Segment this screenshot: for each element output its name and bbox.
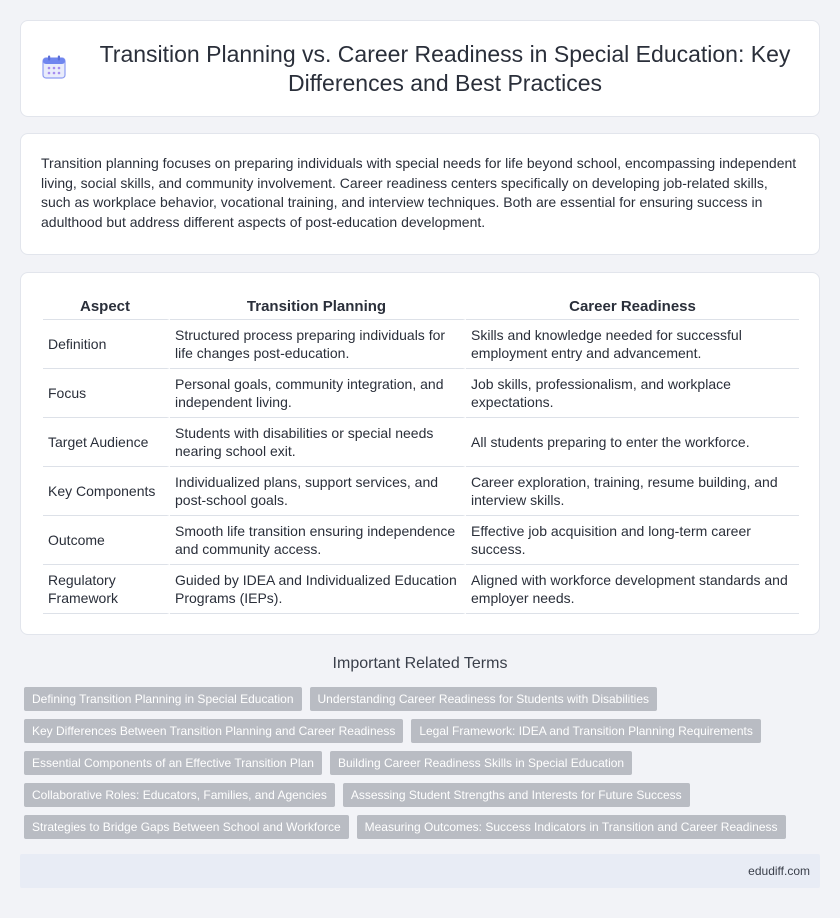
aspect-cell: Outcome (43, 516, 170, 565)
related-terms-list (24, 687, 824, 839)
header-aspect: Aspect (43, 295, 170, 320)
related-term-tag[interactable]: Building Career Readiness Skills in Special Education (330, 751, 632, 775)
transition-cell: Structured process preparing individuals for life changes post-education. (170, 320, 466, 369)
table-header-row (43, 295, 799, 320)
career-cell: Career exploration, training, resume building, and interview skills. (466, 467, 799, 516)
intro-card (20, 133, 820, 255)
table-row (43, 467, 799, 516)
footer (20, 854, 820, 888)
transition-cell: Personal goals, community integration, and independent living. (170, 369, 466, 418)
aspect-cell: Focus (43, 369, 170, 418)
aspect-cell: Key Components (43, 467, 170, 516)
table-row (43, 565, 799, 614)
related-term-tag[interactable]: Understanding Career Readiness for Students with Disabilities (310, 687, 658, 711)
transition-cell: Students with disabilities or special needs nearing school exit. (170, 418, 466, 467)
comparison-table-card (20, 272, 820, 635)
transition-cell: Smooth life transition ensuring independence and community access. (170, 516, 466, 565)
related-term-tag[interactable]: Strategies to Bridge Gaps Between School and Workforce (24, 815, 349, 839)
career-cell: All students preparing to enter the workforce. (466, 418, 799, 467)
table-row (43, 418, 799, 467)
header-career-readiness: Career Readiness (466, 295, 799, 320)
table-row (43, 516, 799, 565)
page-title: Transition Planning vs. Career Readiness in Special Education: Key Differences and Best Practices (99, 40, 791, 96)
intro-paragraph: Transition planning focuses on preparing individuals with special needs for life beyond school, encompassing independent living, social skills, and community involvement. Career readiness centers specifically on developing job-related skills, such as workplace behavior, vocational training, and interview techniques. Both are essential for ensuring success in adulthood but address different aspects of post-education development. (41, 155, 797, 230)
career-cell: Aligned with workforce development standards and employer needs. (466, 565, 799, 614)
comparison-table (43, 295, 799, 614)
aspect-cell: Definition (43, 320, 170, 369)
related-term-tag[interactable]: Defining Transition Planning in Special Education (24, 687, 302, 711)
related-term-tag[interactable]: Assessing Student Strengths and Interests for Future Success (343, 783, 690, 807)
related-term-tag[interactable]: Legal Framework: IDEA and Transition Planning Requirements (411, 719, 761, 743)
footer-site-link[interactable]: edudiff.com (748, 864, 810, 878)
header-card (20, 20, 820, 117)
transition-cell: Guided by IDEA and Individualized Education Programs (IEPs). (170, 565, 466, 614)
transition-cell: Individualized plans, support services, and post-school goals. (170, 467, 466, 516)
related-term-tag[interactable]: Essential Components of an Effective Transition Plan (24, 751, 322, 775)
aspect-cell: Regulatory Framework (43, 565, 170, 614)
related-terms-heading: Important Related Terms (332, 655, 508, 672)
aspect-cell: Target Audience (43, 418, 170, 467)
table-row (43, 320, 799, 369)
related-term-tag[interactable]: Collaborative Roles: Educators, Families, and Agencies (24, 783, 335, 807)
calendar-icon (41, 54, 67, 80)
career-cell: Job skills, professionalism, and workplace expectations. (466, 369, 799, 418)
table-row (43, 369, 799, 418)
career-cell: Skills and knowledge needed for successful employment entry and advancement. (466, 320, 799, 369)
career-cell: Effective job acquisition and long-term career success. (466, 516, 799, 565)
header-transition-planning: Transition Planning (170, 295, 466, 320)
related-term-tag[interactable]: Key Differences Between Transition Planning and Career Readiness (24, 719, 403, 743)
related-term-tag[interactable]: Measuring Outcomes: Success Indicators in Transition and Career Readiness (357, 815, 786, 839)
